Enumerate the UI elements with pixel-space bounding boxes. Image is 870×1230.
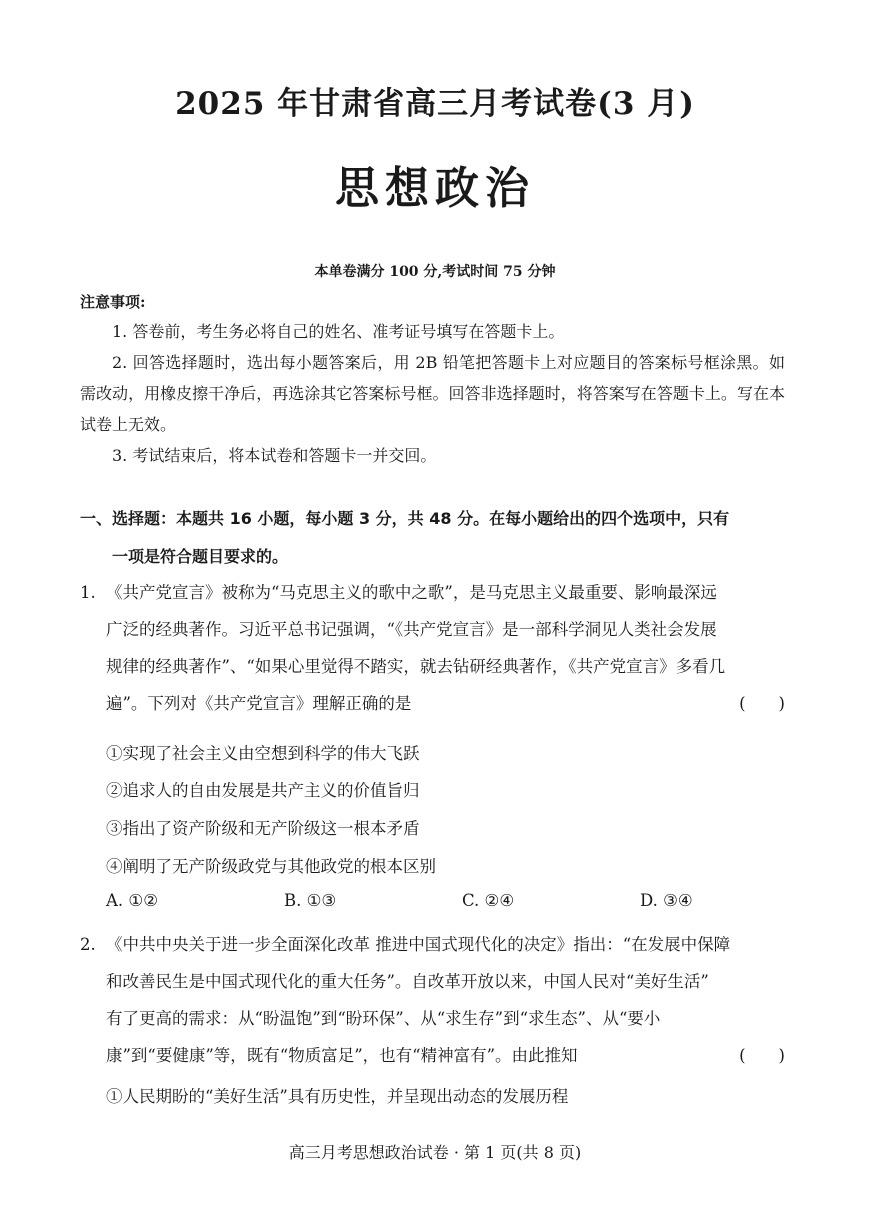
exam-title: 2025 年甘肃省高三月考试卷(3 月) xyxy=(175,86,695,122)
question-line: 和改善民生是中国式现代化的重大任务”。自改革开放以来，中国人民对“美好生活” xyxy=(106,972,709,991)
statement-item: ①人民期盼的“美好生活”具有历史性，并呈现出动态的发展历程 xyxy=(106,1087,569,1106)
section-heading xyxy=(80,500,790,576)
question-line-text: 遍”。下列对《共产党宣言》理解正确的是 xyxy=(106,694,412,713)
question-line-text: 《中共中央关于进一步全面深化改革 推进中国式现代化的决定》指出：“在发展中保障 xyxy=(106,935,731,954)
question-number: 2. xyxy=(80,935,96,954)
note-item: 3. 考试结束后，将本试卷和答题卡一并交回。 xyxy=(112,446,437,465)
statement-item: ④阐明了无产阶级政党与其他政党的根本区别 xyxy=(106,857,436,876)
question-line xyxy=(80,1037,785,1074)
notes-heading: 注意事项: xyxy=(80,293,146,311)
question-line xyxy=(80,926,785,963)
question-1-choices xyxy=(106,891,786,915)
question-line xyxy=(80,685,785,722)
statement-item: ①实现了社会主义由空想到科学的伟大飞跃 xyxy=(106,744,420,763)
note-item: 2. 回答选择题时，选出每小题答案后，用 2B 铅笔把答题卡上对应题目的答案标号框涂黑。如需改动，用橡皮擦干净后，再选涂其它答案标号框。回答非选择题时，将答案写在答题卡上。写在本试卷上无效。 xyxy=(80,353,785,434)
choice-c: C. ②④ xyxy=(462,891,515,910)
note-item: 1. 答卷前，考生务必将自己的姓名、准考证号填写在答题卡上。 xyxy=(112,322,565,341)
question-line xyxy=(80,574,785,611)
choice-d: D. ③④ xyxy=(640,891,693,910)
subject-title: 思想政治 xyxy=(335,163,535,214)
question-number: 1. xyxy=(80,583,96,602)
statement-item: ③指出了资产阶级和无产阶级这一根本矛盾 xyxy=(106,819,420,838)
answer-bracket: ( ) xyxy=(739,694,785,713)
question-line: 有了更高的需求：从“盼温饱”到“盼环保”、从“求生存”到“求生态”、从“要小 xyxy=(106,1009,661,1028)
answer-bracket: ( ) xyxy=(739,1046,785,1065)
page-footer: 高三月考思想政治试卷 · 第 1 页(共 8 页) xyxy=(288,1143,582,1162)
question-1-stem xyxy=(80,574,785,722)
statement-item: ②追求人的自由发展是共产主义的价值旨归 xyxy=(106,781,420,800)
choice-b: B. ①③ xyxy=(284,891,337,910)
exam-info: 本单卷满分 100 分,考试时间 75 分钟 xyxy=(314,264,556,280)
question-line: 规律的经典著作”、“如果心里觉得不踏实，就去钻研经典著作，《共产党宣言》多看几 xyxy=(106,657,726,676)
question-2-stem xyxy=(80,926,785,1074)
section-heading-line: 一、选择题：本题共 16 小题，每小题 3 分，共 48 分。在每小题给出的四个选项中，只有 xyxy=(80,509,730,528)
choice-a: A. ①② xyxy=(106,891,158,910)
section-heading-line: 一项是符合题目要求的。 xyxy=(112,547,289,566)
question-line-text: 《共产党宣言》被称为“马克思主义的歌中之歌”，是马克思主义最重要、影响最深远 xyxy=(106,583,717,602)
question-line: 广泛的经典著作。习近平总书记强调，“《共产党宣言》是一部科学洞见人类社会发展 xyxy=(106,620,717,639)
question-line-text: 康”到“要健康”等，既有“物质富足”，也有“精神富有”。由此推知 xyxy=(106,1046,578,1065)
